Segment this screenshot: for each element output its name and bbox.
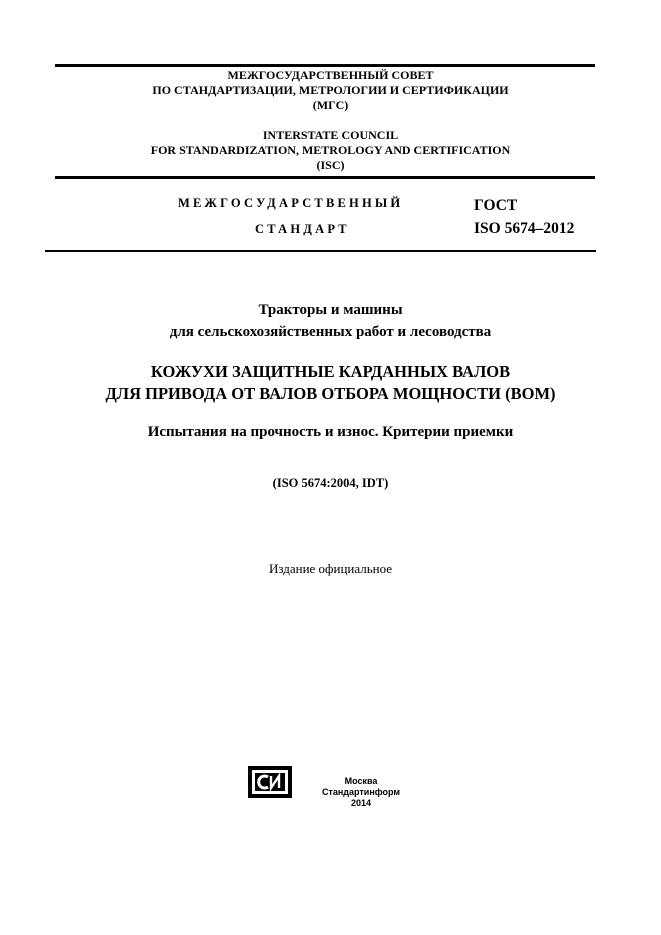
council-en-line2: FOR STANDARDIZATION, METROLOGY AND CERTIFICATION <box>150 143 511 157</box>
standard-code <box>474 194 574 240</box>
council-ru-line2: ПО СТАНДАРТИЗАЦИИ, МЕТРОЛОГИИ И СЕРТИФИКАЦИИ <box>152 83 509 97</box>
standard-label-line2: СТАНДАРТ <box>255 222 350 236</box>
standartinform-logo <box>248 766 292 798</box>
publisher-block <box>300 776 422 809</box>
publisher-name: Стандартинформ <box>321 787 401 797</box>
council-ru-line3: (МГС) <box>312 98 349 112</box>
top-rule <box>55 64 595 67</box>
title-subtitle: Испытания на прочность и износ. Критерии приемки <box>147 424 514 440</box>
iso-reference: (ISO 5674:2004, IDT) <box>272 476 389 490</box>
council-bottom-rule <box>55 176 595 179</box>
council-en <box>0 128 661 173</box>
council-ru-line1: МЕЖГОСУДАРСТВЕННЫЙ СОВЕТ <box>227 68 434 82</box>
standard-code-line1: ГОСТ <box>474 197 518 214</box>
standard-label-line1: МЕЖГОСУДАРСТВЕННЫЙ <box>178 196 404 210</box>
title-line1: Тракторы и машины <box>258 302 403 318</box>
title-line2: для сельскохозяйственных работ и лесоводства <box>169 324 492 340</box>
council-ru <box>0 68 661 113</box>
title-main-line1: КОЖУХИ ЗАЩИТНЫЕ КАРДАННЫХ ВАЛОВ <box>150 362 511 381</box>
publisher-year: 2014 <box>350 798 372 808</box>
standard-bottom-rule <box>45 250 596 252</box>
standard-code-line2: ISO 5674–2012 <box>474 220 575 237</box>
council-en-line1: INTERSTATE COUNCIL <box>262 128 399 142</box>
council-en-line3: (ISC) <box>316 158 345 172</box>
title-main-line2: ДЛЯ ПРИВОДА ОТ ВАЛОВ ОТБОРА МОЩНОСТИ (ВОМ) <box>105 384 556 403</box>
publisher-city: Москва <box>344 776 378 786</box>
edition-label: Издание официальное <box>268 561 393 576</box>
